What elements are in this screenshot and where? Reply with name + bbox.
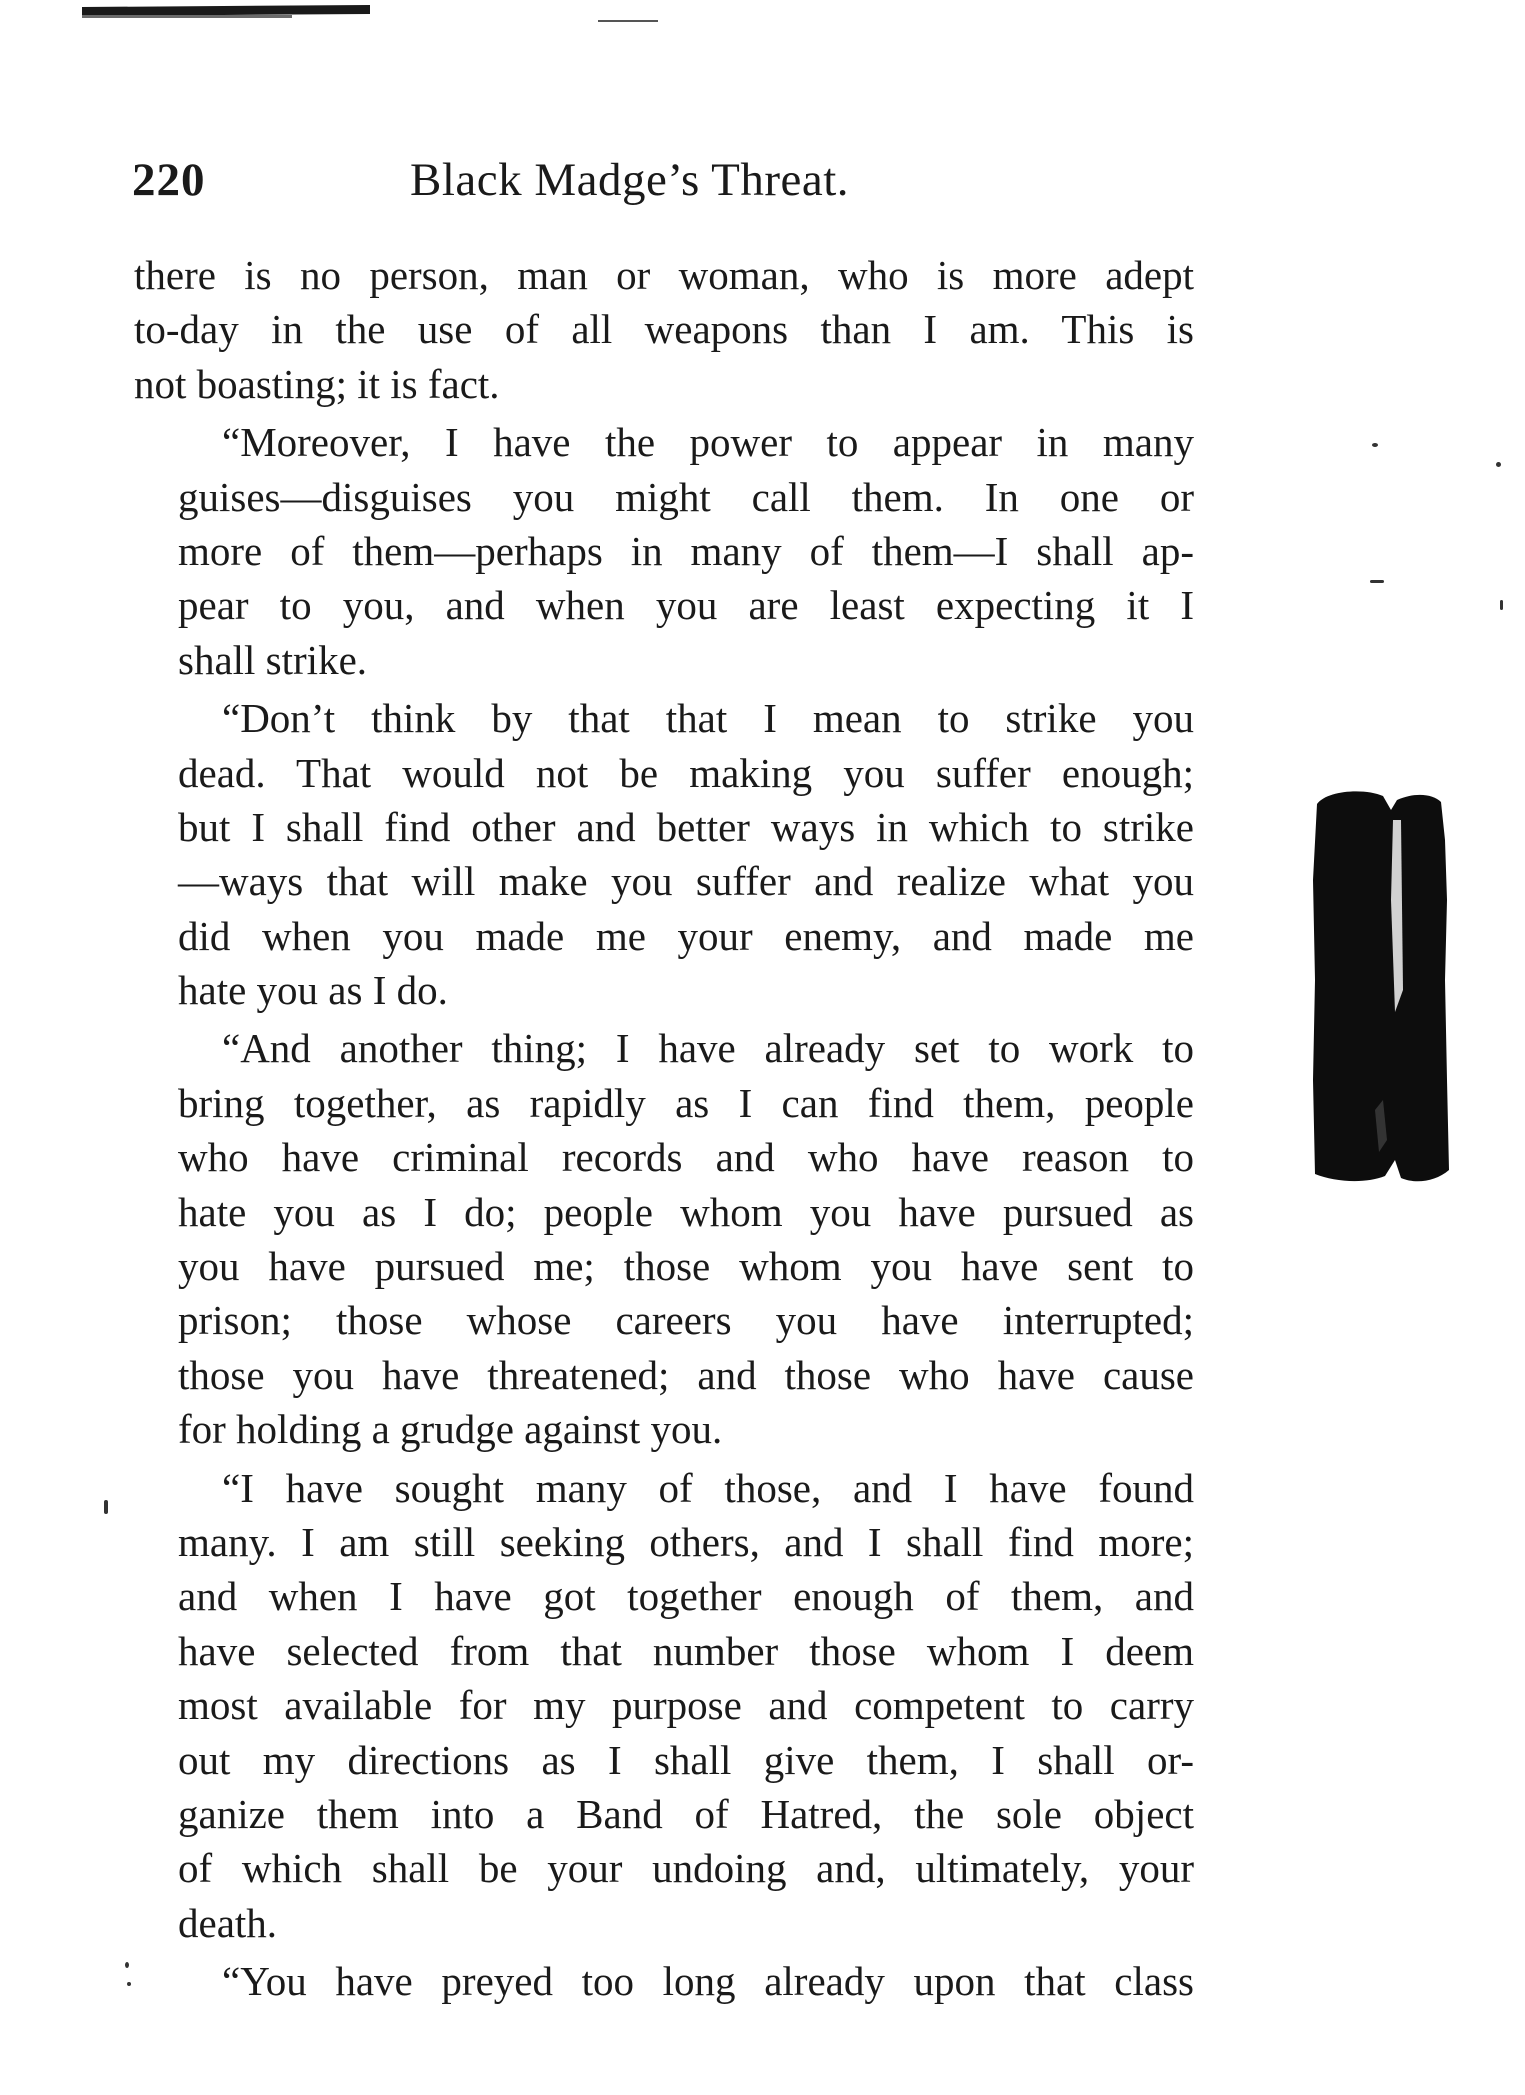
text-line: who have criminal records and who have reason to <box>178 1134 1194 1181</box>
scan-speck <box>1496 462 1501 467</box>
text-line: dead. That would not be making you suffer enough; <box>178 749 1194 796</box>
text-line: guises—disguises you might call them. In one or <box>178 473 1194 520</box>
text-line: “Don’t think by that that I mean to strike you <box>222 695 1194 742</box>
text-line: shall strike. <box>178 636 368 683</box>
body-text <box>134 248 1194 2013</box>
ink-bleed-through-mark <box>1305 780 1455 1200</box>
paragraph <box>134 1461 1194 1951</box>
text-line: pear to you, and when you are least expecting it I <box>178 582 1194 629</box>
paragraph <box>134 248 1194 411</box>
paragraph <box>134 415 1194 687</box>
text-line: “I have sought many of those, and I have found <box>222 1464 1194 1511</box>
running-title: Black Madge’s Threat. <box>410 154 850 206</box>
scan-speck <box>1370 580 1384 583</box>
text-line: not boasting; it is fact. <box>134 360 500 407</box>
page-number: 220 <box>132 154 206 206</box>
scan-speck <box>1372 443 1378 447</box>
text-line: and when I have got together enough of them, and <box>178 1573 1194 1620</box>
text-line: “You have preyed too long already upon that class <box>222 1958 1194 2005</box>
paragraph-gap <box>134 2009 1194 2013</box>
text-line: out my directions as I shall give them, I shall or- <box>178 1736 1194 1783</box>
paragraph <box>134 1021 1194 1456</box>
text-line: prison; those whose careers you have interrupted; <box>178 1297 1194 1344</box>
scan-speck <box>104 1500 108 1514</box>
text-line: to-day in the use of all weapons than I am. This is <box>134 306 1194 353</box>
scan-speck <box>1500 600 1503 610</box>
text-line: ganize them into a Band of Hatred, the sole object <box>178 1790 1194 1837</box>
scan-speck <box>125 1962 129 1968</box>
top-scan-dash <box>598 20 658 22</box>
text-line: “Moreover, I have the power to appear in many <box>222 419 1194 466</box>
text-line: hate you as I do. <box>178 967 448 1014</box>
text-line: many. I am still seeking others, and I shall find more; <box>178 1518 1194 1565</box>
paragraph <box>134 1954 1194 2008</box>
text-line: death. <box>178 1899 278 1946</box>
paragraph <box>134 691 1194 1017</box>
text-line: you have pursued me; those whom you have sent to <box>178 1243 1194 1290</box>
text-line: bring together, as rapidly as I can find them, people <box>178 1079 1194 1126</box>
text-line: those you have threatened; and those who have cause <box>178 1351 1194 1398</box>
text-line: for holding a grudge against you. <box>178 1406 723 1453</box>
top-scan-rule-shadow <box>82 15 292 18</box>
text-line: of which shall be your undoing and, ultimately, your <box>178 1845 1194 1892</box>
text-line: most available for my purpose and competent to carry <box>178 1682 1194 1729</box>
text-line: “And another thing; I have already set to work to <box>222 1025 1194 1072</box>
text-line: but I shall find other and better ways in which to strike <box>178 803 1194 850</box>
text-line: hate you as I do; people whom you have pursued as <box>178 1188 1194 1235</box>
text-line: more of them—perhaps in many of them—I shall ap- <box>178 527 1194 574</box>
text-line: —ways that will make you suffer and realize what you <box>178 858 1194 905</box>
scan-speck <box>127 1982 131 1986</box>
text-line: have selected from that number those whom I deem <box>178 1627 1194 1674</box>
text-line: did when you made me your enemy, and made me <box>178 912 1194 959</box>
running-head <box>132 150 1192 210</box>
text-line: there is no person, man or woman, who is more adept <box>134 252 1194 298</box>
